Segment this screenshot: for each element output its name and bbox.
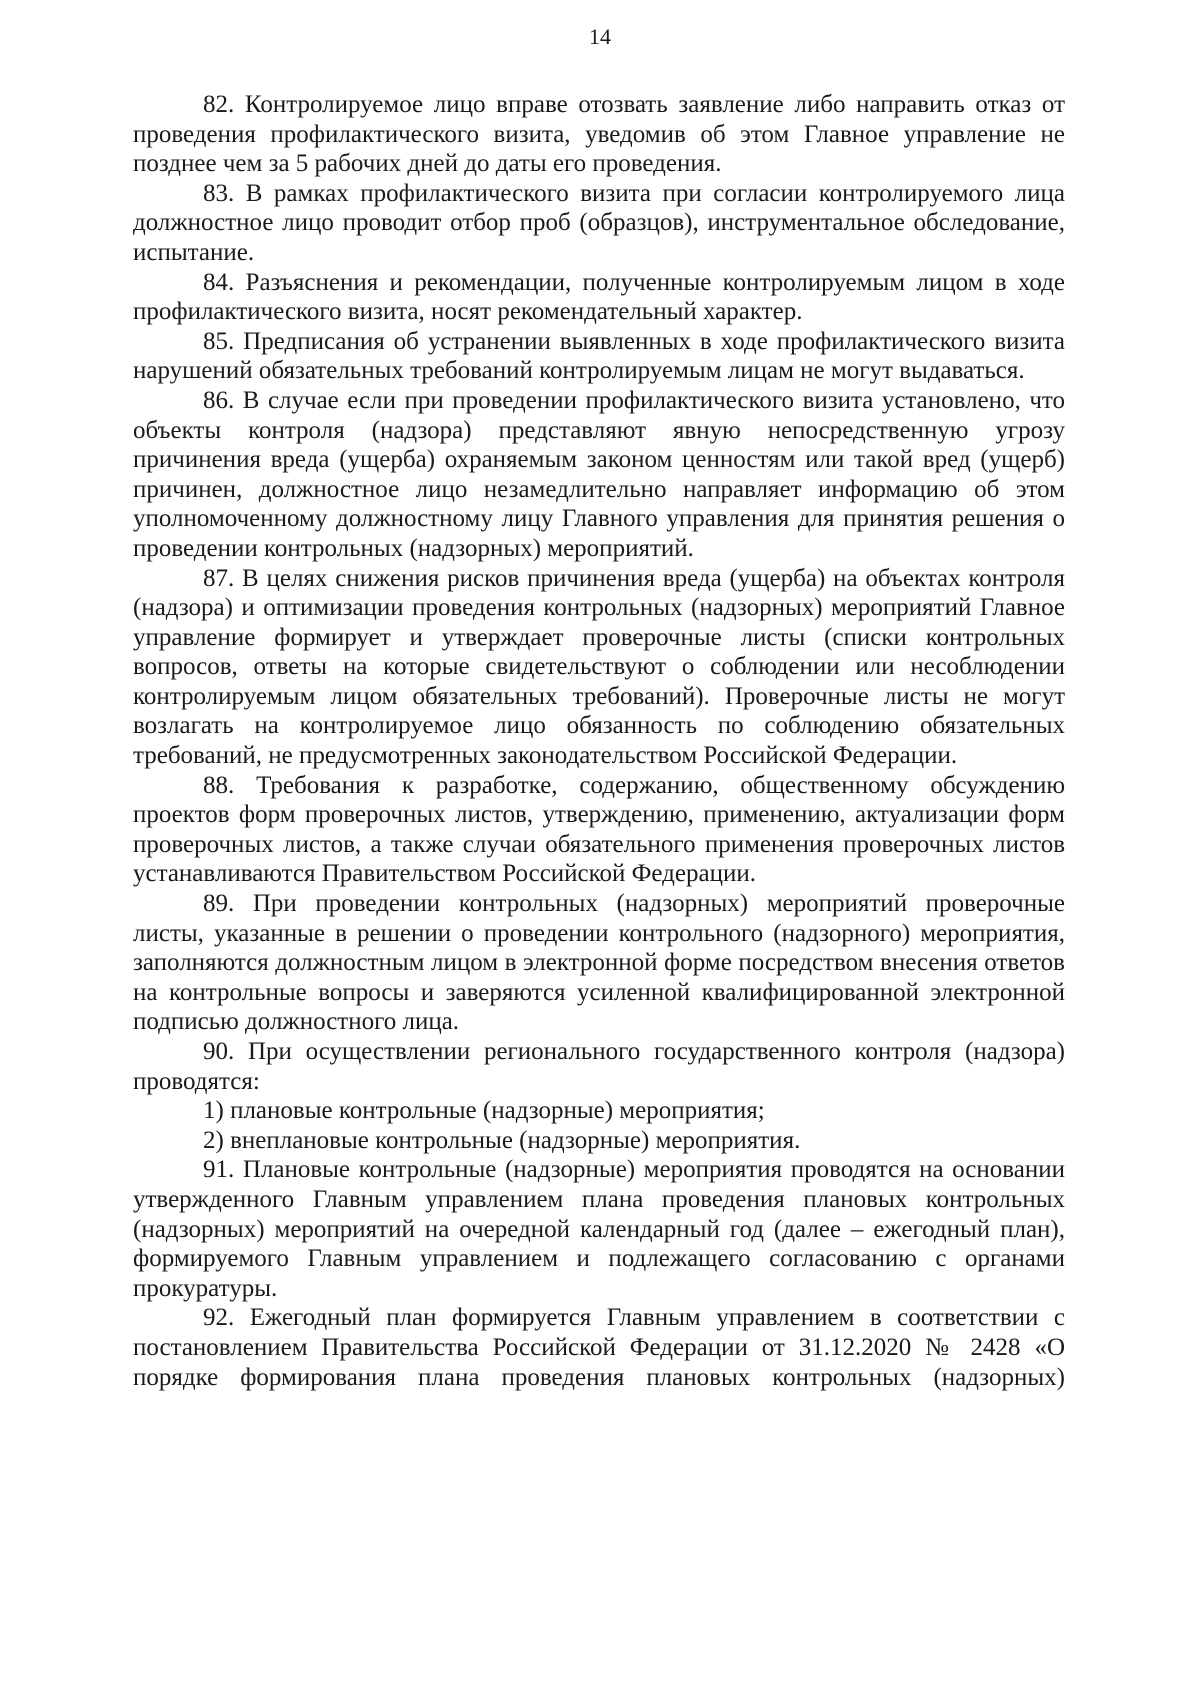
paragraph-82: 82. Контролируемое лицо вправе отозвать заявление либо направить отказ от проведения профилактического визита, уведомив об этом Главное управление не позднее чем за 5 рабочих дней до даты его проведения. bbox=[133, 91, 1065, 178]
paragraph-92: 92. Ежегодный план формируется Главным управлением в соответствии с постановлением Правительства Российской Федерации от 31.12.2020 № 2428 «О порядке формирования плана проведения плановых контрольных (надзорных) bbox=[133, 1304, 1065, 1391]
list-item-1: 1) плановые контрольные (надзорные) мероприятия; bbox=[203, 1097, 765, 1125]
paragraph-84: 84. Разъяснения и рекомендации, полученные контролируемым лицом в ходе профилактического визита, носят рекомендательный характер. bbox=[133, 268, 1065, 326]
document-body bbox=[133, 90, 1065, 1392]
page-number: 14 bbox=[589, 24, 611, 49]
paragraph-90: 90. При осуществлении регионального государственного контроля (надзора) проводятся: bbox=[133, 1038, 1065, 1095]
paragraph-85: 85. Предписания об устранении выявленных в ходе профилактического визита нарушений обязательных требований контролируемым лицам не могут выдаваться. bbox=[133, 327, 1065, 385]
paragraph-89: 89. При проведении контрольных (надзорных) мероприятий проверочные листы, указанные в решении о проведении контрольного (надзорного) мероприятия, заполняются должностным лицом в электронной форме посредством внесения ответов на контрольные вопросы и заверяются усиленной квалифицированной электронной подписью должностного лица. bbox=[133, 890, 1065, 1036]
paragraph-91: 91. Плановые контрольные (надзорные) мероприятия проводятся на основании утвержденного Главным управлением плана проведения плановых контрольных (надзорных) мероприятий на очередной календарный год (далее – ежегодный план), формируемого Главным управлением и подлежащего согласованию с органами прокуратуры. bbox=[133, 1156, 1065, 1302]
paragraph-88: 88. Требования к разработке, содержанию, общественному обсуждению проектов форм проверочных листов, утверждению, применению, актуализации форм проверочных листов, а также случаи обязательного применения проверочных листов устанавливаются Правительством Российской Федерации. bbox=[133, 771, 1065, 888]
list-item-2: 2) внеплановые контрольные (надзорные) мероприятия. bbox=[203, 1126, 801, 1154]
paragraph-83: 83. В рамках профилактического визита при согласии контролируемого лица должностное лицо проводит отбор проб (образцов), инструментальное обследование, испытание. bbox=[133, 179, 1065, 266]
paragraph-86: 86. В случае если при проведении профилактического визита установлено, что объекты контроля (надзора) представляют явную непосредственную угрозу причинения вреда (ущерба) охраняемым законом ценностям или такой вред (ущерб) причинен, должностное лицо незамедлительно направляет информацию об этом уполномоченному должностному лицу Главного управления для принятия решения о проведении контрольных (надзорных) мероприятий. bbox=[133, 386, 1065, 562]
paragraph-87: 87. В целях снижения рисков причинения вреда (ущерба) на объектах контроля (надзора) и оптимизации проведения контрольных (надзорных) мероприятий Главное управление формирует и утверждает проверочные листы (списки контрольных вопросов, ответы на которые свидетельствуют о соблюдении или несоблюдении контролируемым лицом обязательных требований). Проверочные листы не могут возлагать на контролируемое лицо обязанность по соблюдению обязательных требований, не предусмотренных законодательством Российской Федерации. bbox=[133, 564, 1065, 770]
